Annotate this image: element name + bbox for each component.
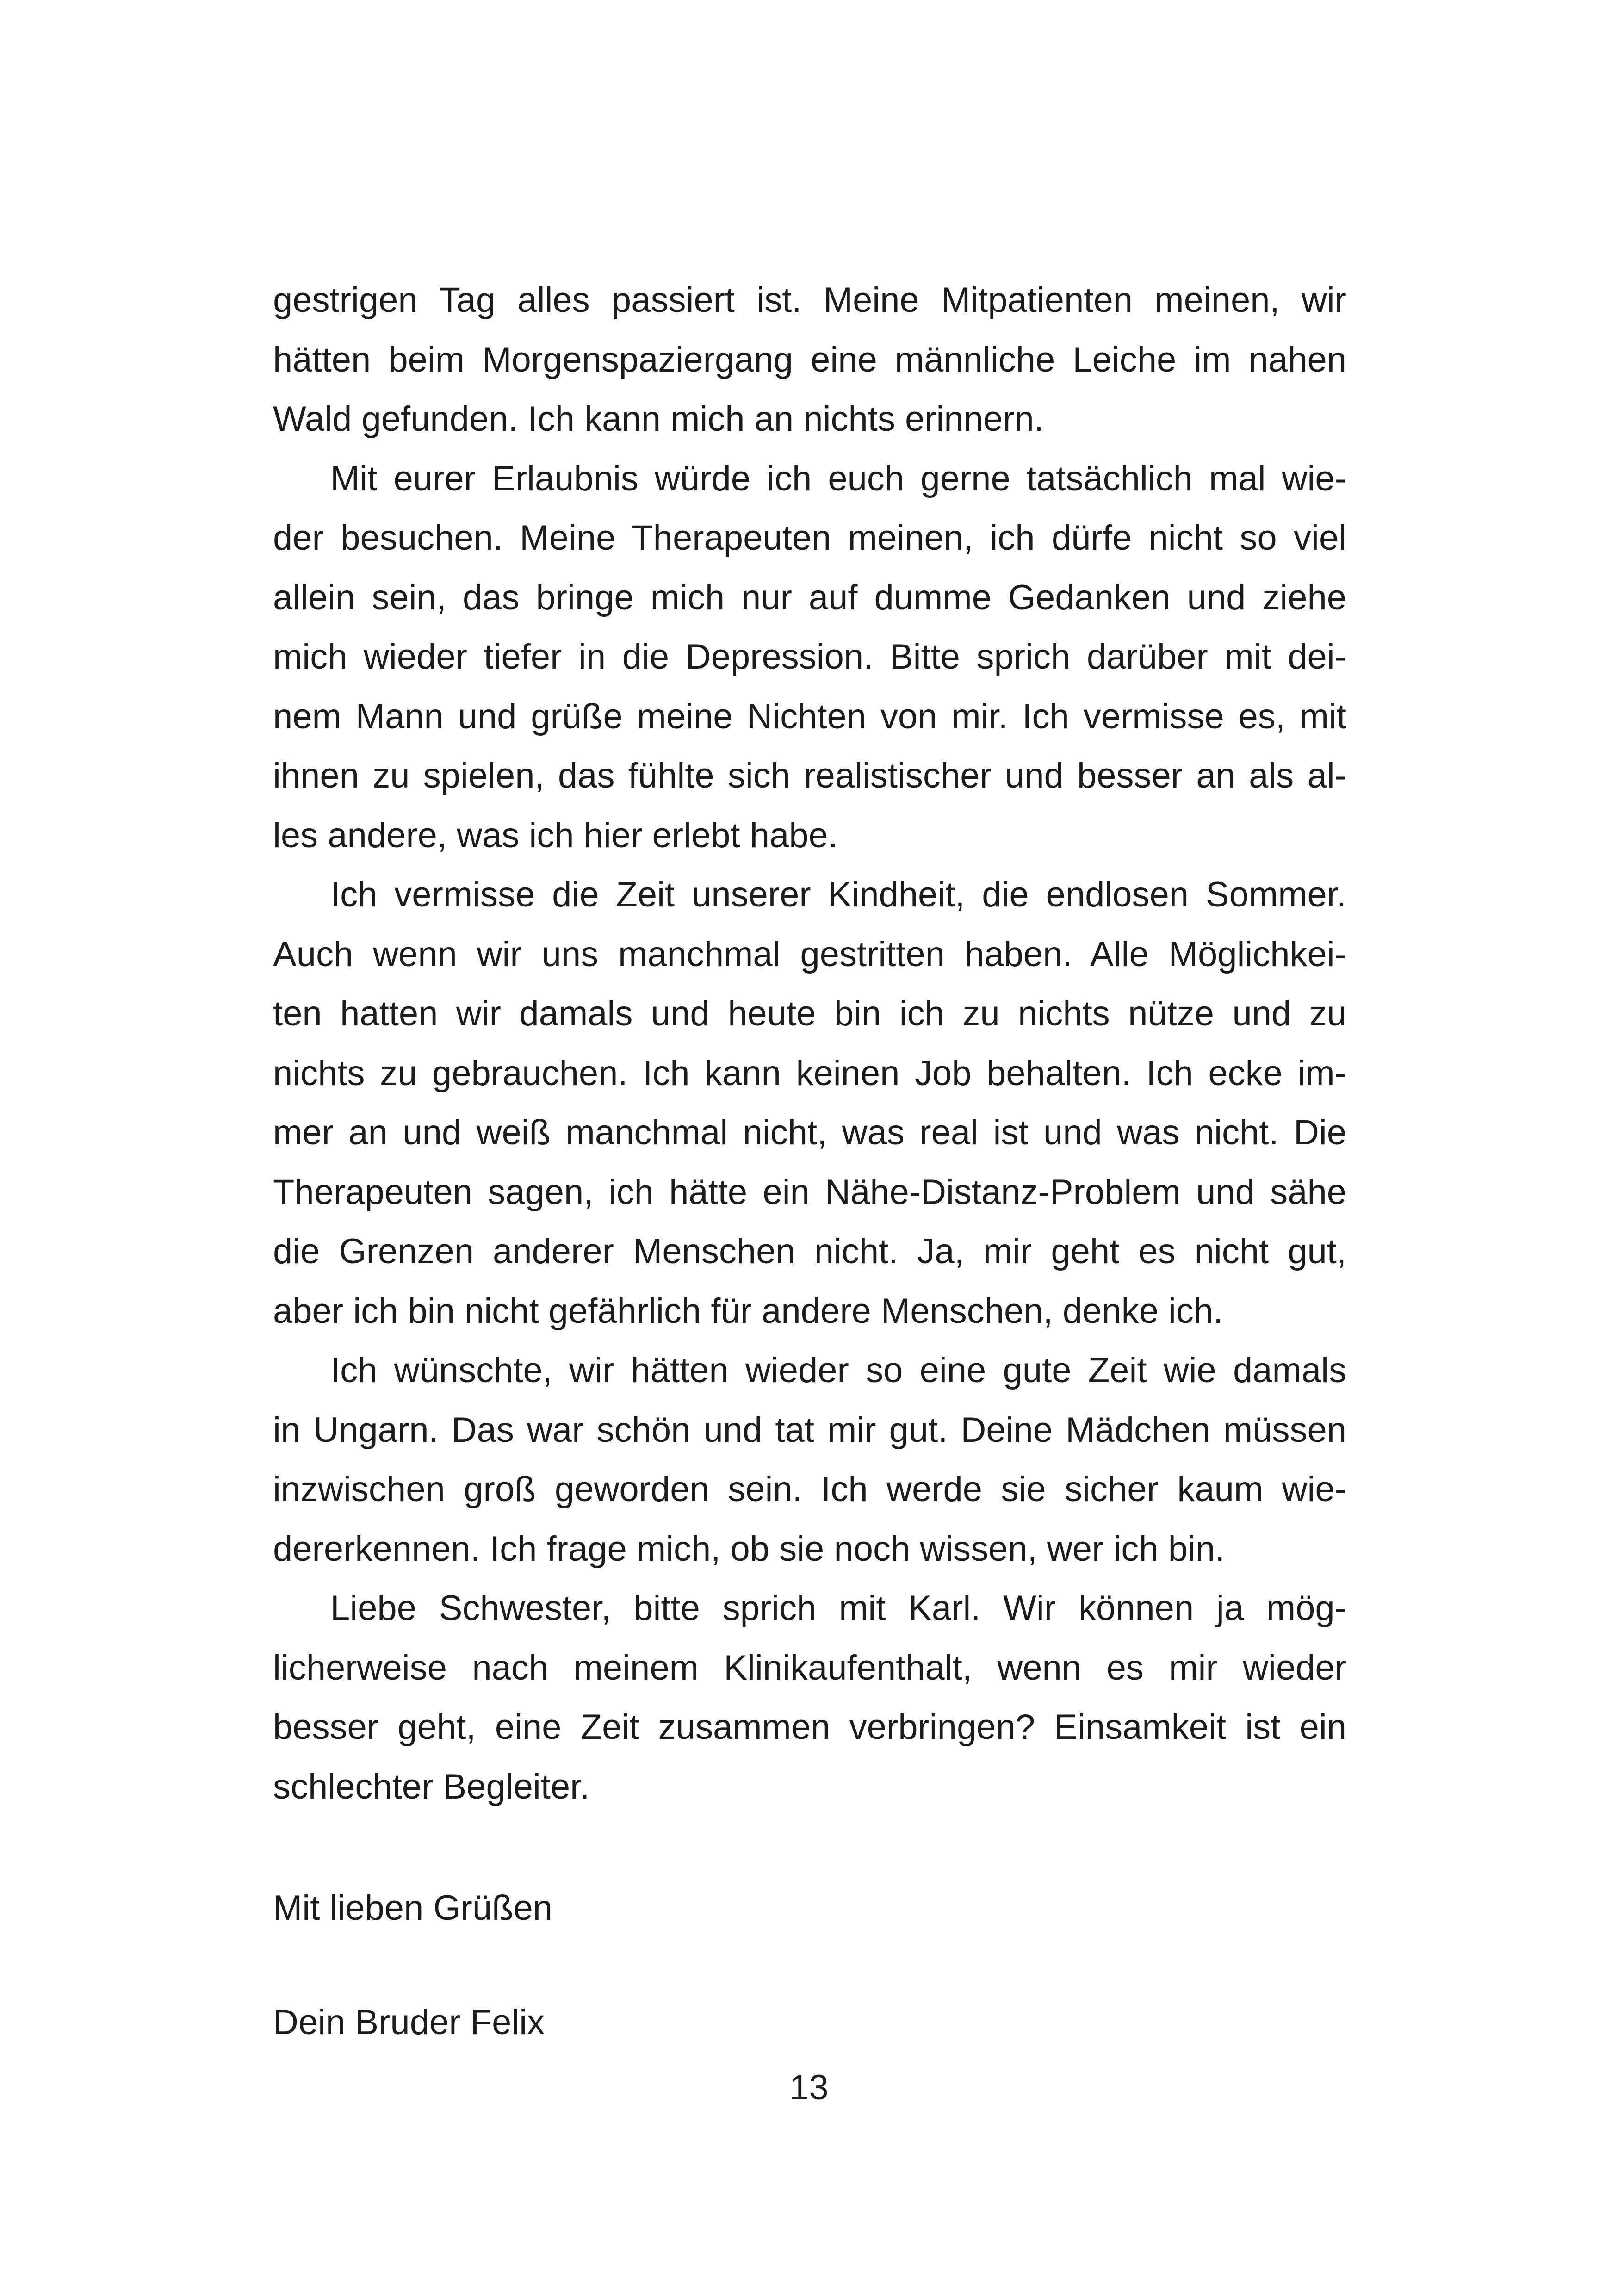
text-line: mer an und weiß manchmal nicht, was real ist und was nicht. Die [273,1113,1346,1152]
text-line: Auch wenn wir uns manchmal gestritten haben. Alle Möglichkei- [273,934,1346,974]
paragraph [273,271,1346,449]
text-line: ten hatten wir damals und heute bin ich zu nichts nütze und zu [273,994,1346,1033]
text-line: die Grenzen anderer Menschen nicht. Ja, mir geht es nicht gut, [273,1232,1346,1271]
text-line: licherweise nach meinem Klinikaufenthalt, wenn es mir wieder [273,1648,1346,1688]
text-line: aber ich bin nicht gefährlich für andere Menschen, denke ich. [273,1291,1223,1331]
text-line: mich wieder tiefer in die Depression. Bitte sprich darüber mit dei- [273,637,1346,676]
text-line: dererkennen. Ich frage mich, ob sie noch wissen, wer ich bin. [273,1529,1225,1569]
text-line: der besuchen. Meine Therapeuten meinen, ich dürfe nicht so viel [273,518,1346,558]
text-line: schlechter Begleiter. [273,1767,590,1806]
text-line: besser geht, eine Zeit zusammen verbringen? Einsamkeit ist ein [273,1707,1346,1747]
text-line: gestrigen Tag alles passiert ist. Meine Mitpatienten meinen, wir [273,280,1346,320]
paragraph [273,1579,1346,1817]
text-line: Ich wünschte, wir hätten wieder so eine gute Zeit wie damals [330,1351,1346,1390]
text-line: in Ungarn. Das war schön und tat mir gut. Deine Mädchen müssen [273,1410,1346,1450]
text-line: hätten beim Morgenspaziergang eine männliche Leiche im nahen [273,340,1346,379]
text-line: Therapeuten sagen, ich hätte ein Nähe-Distanz-Problem und sähe [273,1172,1346,1212]
text-line: Mit eurer Erlaubnis würde ich euch gerne tatsächlich mal wie- [330,459,1346,498]
paragraph [273,1341,1346,1579]
text-line: Ich vermisse die Zeit unserer Kindheit, die endlosen Sommer. [330,875,1346,914]
text-line: nem Mann und grüße meine Nichten von mir. Ich vermisse es, mit [273,696,1346,736]
text-line: ihnen zu spielen, das fühlte sich realistischer und besser an als al- [273,756,1346,795]
text-line: allein sein, das bringe mich nur auf dumme Gedanken und ziehe [273,577,1346,617]
text-line: nichts zu gebrauchen. Ich kann keinen Job behalten. Ich ecke im- [273,1053,1346,1093]
text-line: inzwischen groß geworden sein. Ich werde sie sicher kaum wie- [273,1470,1346,1509]
page-number: 13 [789,2068,829,2107]
paragraph [273,865,1346,1341]
text-line: Liebe Schwester, bitte sprich mit Karl. Wir können ja mög- [330,1589,1346,1628]
letter-closing: Mit lieben Grüßen [273,1888,553,1928]
text-line: les andere, was ich hier erlebt habe. [273,815,838,855]
paragraph [273,449,1346,866]
letter-signature: Dein Bruder Felix [273,2003,545,2042]
text-line: Wald gefunden. Ich kann mich an nichts erinnern. [273,399,1044,439]
letter-body [273,271,1346,1817]
